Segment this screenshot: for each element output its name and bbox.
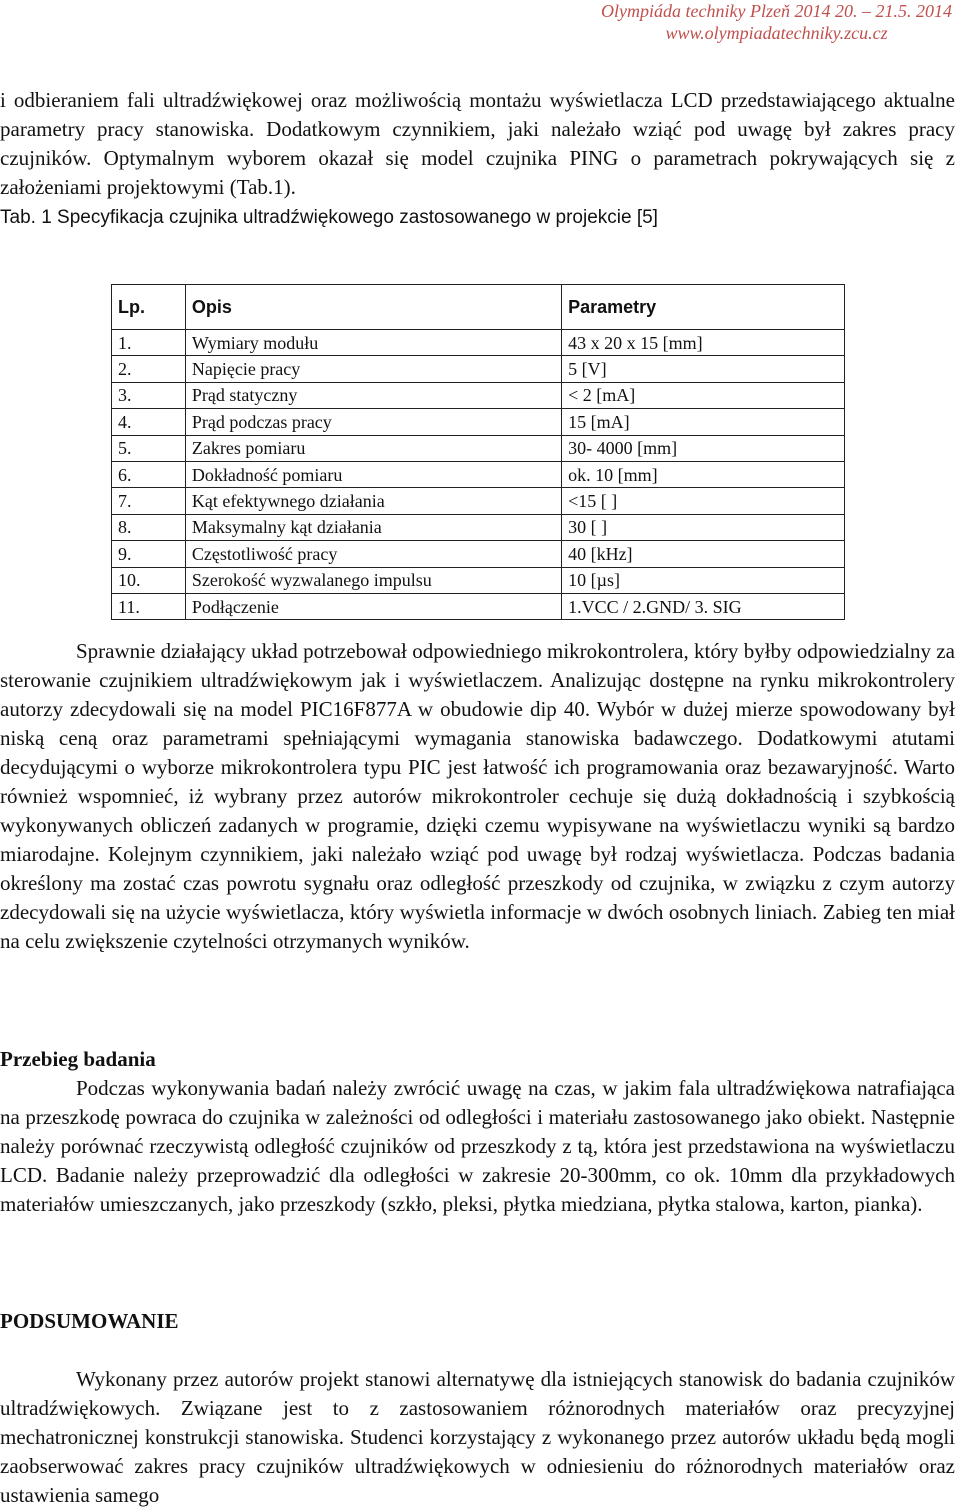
cell-parametry: 5 [V] bbox=[562, 356, 845, 382]
cell-lp: 6. bbox=[112, 461, 186, 487]
cell-lp: 4. bbox=[112, 409, 186, 435]
header-lp: Lp. bbox=[112, 285, 186, 330]
microcontroller-paragraph bbox=[0, 637, 955, 956]
table-row bbox=[112, 382, 845, 408]
cell-opis: Podłączenie bbox=[185, 593, 561, 619]
procedure-text: Podczas wykonywania badań należy zwrócić uwagę na czas, w jakim fala ultradźwiękowa natrafiająca na przeszkodę powraca do czujnika w zależności od odległości i materiału zastosowanego jako obiekt. Następnie należy porównać rzeczywistą odległość czujników od przeszkody z tą, która jest przedstawiona na wyświetlaczu LCD. Badanie należy przeprowadzić dla odległości w zakresie 20-300mm, co ok. 10mm dla przykładowych materiałów umieszczanych, jako przeszkody (szkło, pleksi, płytka miedziana, płytka stalowa, karton, pianka). bbox=[0, 1076, 955, 1216]
table-caption: Tab. 1 Specyfikacja czujnika ultradźwiękowego zastosowanego w projekcie [5] bbox=[0, 207, 658, 228]
procedure-paragraph bbox=[0, 1074, 955, 1219]
cell-opis: Prąd statyczny bbox=[185, 382, 561, 408]
cell-lp: 9. bbox=[112, 541, 186, 567]
page-header bbox=[601, 0, 952, 44]
table-row bbox=[112, 461, 845, 487]
table-row bbox=[112, 593, 845, 619]
cell-opis: Napięcie pracy bbox=[185, 356, 561, 382]
cell-opis: Wymiary modułu bbox=[185, 330, 561, 356]
table-header-row bbox=[112, 285, 845, 330]
cell-parametry: 1.VCC / 2.GND/ 3. SIG bbox=[562, 593, 845, 619]
table-row bbox=[112, 409, 845, 435]
cell-parametry: < 2 [mA] bbox=[562, 382, 845, 408]
cell-opis: Zakres pomiaru bbox=[185, 435, 561, 461]
cell-opis: Szerokość wyzwalanego impulsu bbox=[185, 567, 561, 593]
table-body bbox=[112, 330, 845, 620]
cell-lp: 8. bbox=[112, 514, 186, 540]
intro-paragraph: i odbieraniem fali ultradźwiękowej oraz możliwością montażu wyświetlacza LCD przedstawiającego aktualne parametry pracy stanowiska. Dodatkowym czynnikiem, jaki należało wziąć pod uwagę był zakres pracy czujników. Optymalnym wyborem okazał się model czujnika PING o parametrach pokrywających się z założeniami projektowymi (Tab.1). bbox=[0, 88, 955, 199]
cell-opis: Kąt efektywnego działania bbox=[185, 488, 561, 514]
cell-opis: Częstotliwość pracy bbox=[185, 541, 561, 567]
cell-parametry: 15 [mA] bbox=[562, 409, 845, 435]
header-parametry: Parametry bbox=[562, 285, 845, 330]
table-row bbox=[112, 514, 845, 540]
cell-parametry: 43 x 20 x 15 [mm] bbox=[562, 330, 845, 356]
table-row bbox=[112, 330, 845, 356]
header-website: www.olympiadatechniky.zcu.cz bbox=[665, 23, 888, 43]
table-row bbox=[112, 541, 845, 567]
section-title-przebieg: Przebieg badania bbox=[0, 1047, 156, 1071]
cell-parametry: 30 [ ] bbox=[562, 514, 845, 540]
sensor-spec-table bbox=[111, 284, 845, 620]
cell-lp: 5. bbox=[112, 435, 186, 461]
header-event-title: Olympiáda techniky Plzeň 2014 20. – 21.5. 2014 bbox=[601, 1, 952, 21]
header-opis: Opis bbox=[185, 285, 561, 330]
cell-lp: 7. bbox=[112, 488, 186, 514]
cell-parametry: 30- 4000 [mm] bbox=[562, 435, 845, 461]
table-row bbox=[112, 488, 845, 514]
cell-opis: Dokładność pomiaru bbox=[185, 461, 561, 487]
cell-lp: 2. bbox=[112, 356, 186, 382]
cell-parametry: <15 [ ] bbox=[562, 488, 845, 514]
cell-opis: Maksymalny kąt działania bbox=[185, 514, 561, 540]
table-row bbox=[112, 435, 845, 461]
cell-lp: 10. bbox=[112, 567, 186, 593]
cell-lp: 3. bbox=[112, 382, 186, 408]
microcontroller-text: Sprawnie działający układ potrzebował odpowiedniego mikrokontrolera, który byłby odpowiedzialny za sterowanie czujnikiem ultradźwiękowym jak i wyświetlaczem. Analizując dostępne na rynku mikrokontrolery autorzy zdecydowali się na model PIC16F877A w obudowie dip 40. Wybór w dużej mierze spowodowany był niską ceną oraz parametrami spełniającymi wymagania stanowiska badawczego. Dodatkowymi atutami decydującymi o wyborze mikrokontrolera typu PIC jest łatwość ich programowania oraz bezawaryjność. Warto również wspomnieć, iż wybrany przez autorów mikrokontroler cechuje się dużą dokładnością i szybkością wykonywanych obliczeń zadanych w programie, dzięki czemu wypisywane na wyświetlaczu wyniki są bardzo miarodajne. Kolejnym czynnikiem, jaki należało wziąć pod uwagę był rodzaj wyświetlacza. Podczas badania określony ma zostać czas powrotu sygnału oraz odległość przeszkody od czujnika, w związku z czym autorzy zdecydowali się na użycie wyświetlacza, który wyświetla informacje w dwóch osobnych liniach. Zabieg ten miał na celu zwiększenie czytelności otrzymanych wyników. bbox=[0, 639, 955, 953]
summary-text: Wykonany przez autorów projekt stanowi alternatywę dla istniejących stanowisk do badania czujników ultradźwiękowych. Związane jest to z zastosowaniem różnorodnych materiałów oraz precyzyjnej mechatronicznej konstrukcji stanowiska. Studenci korzystający z wykonanego przez autorów układu będą mogli zaobserwować zakres pracy czujników ultradźwiękowych w odniesieniu do różnorodnych materiałów oraz ustawienia samego bbox=[0, 1367, 955, 1507]
cell-lp: 1. bbox=[112, 330, 186, 356]
cell-parametry: 40 [kHz] bbox=[562, 541, 845, 567]
cell-parametry: 10 [µs] bbox=[562, 567, 845, 593]
cell-lp: 11. bbox=[112, 593, 186, 619]
cell-opis: Prąd podczas pracy bbox=[185, 409, 561, 435]
table-row bbox=[112, 567, 845, 593]
table-row bbox=[112, 356, 845, 382]
cell-parametry: ok. 10 [mm] bbox=[562, 461, 845, 487]
section-title-podsumowanie: PODSUMOWANIE bbox=[0, 1309, 179, 1333]
summary-paragraph bbox=[0, 1365, 955, 1510]
